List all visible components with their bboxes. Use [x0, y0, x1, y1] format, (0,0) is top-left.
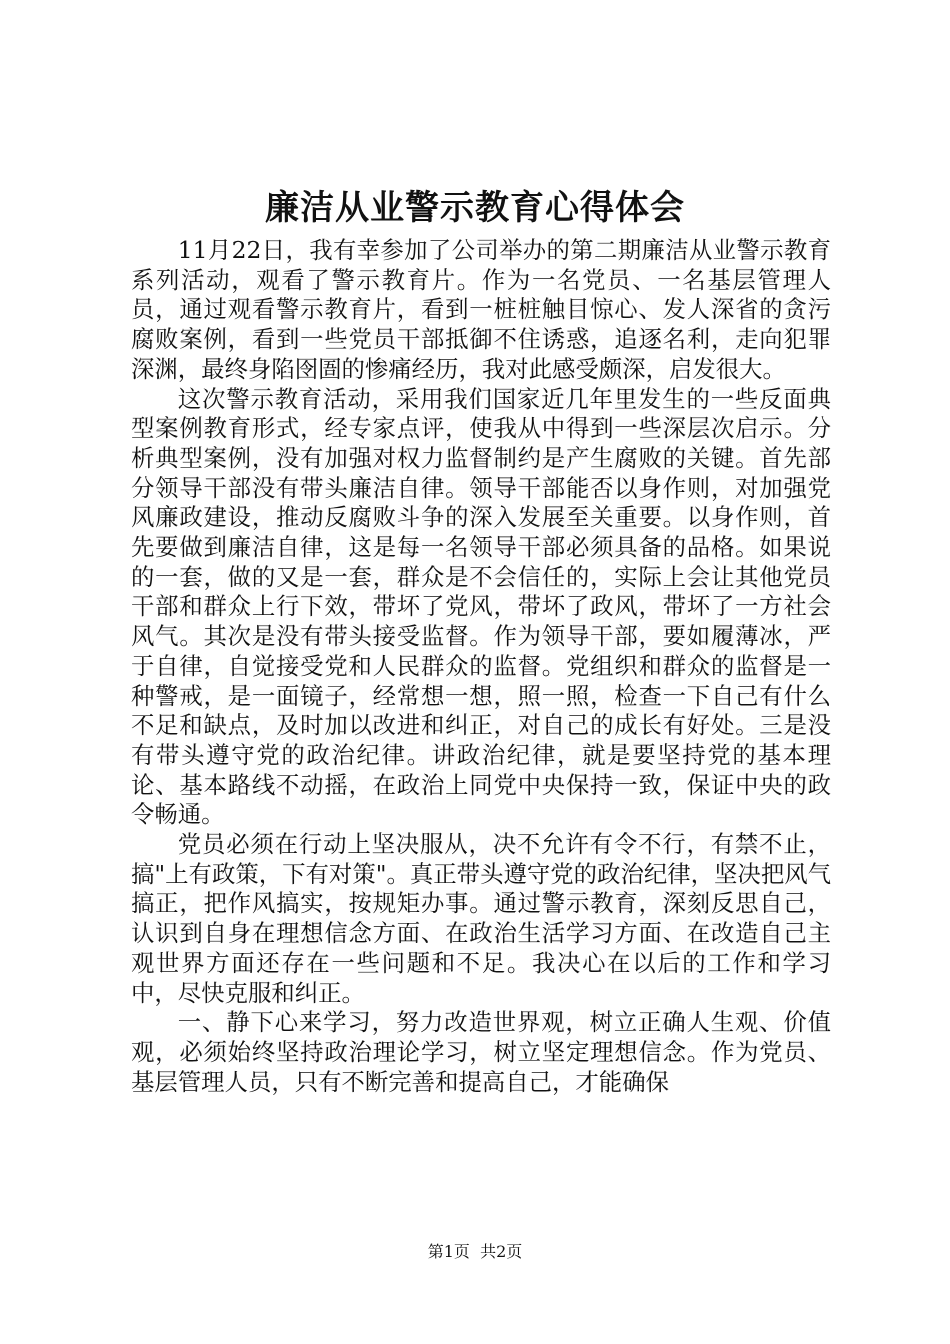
page-total: 共2页 [480, 1242, 523, 1261]
paragraph: 11月22日，我有幸参加了公司举办的第二期廉洁从业警示教育系列活动，观看了警示教育片。作为一名党员、一名基层管理人员，通过观看警示教育片，看到一桩桩触目惊心、发人深省的贪污腐败案例，看到一些党员干部抵御不住诱惑，追逐名利，走向犯罪深渊，最终身陷囹圄的惨痛经历，我对此感受颇深，启发很大。 [131, 236, 831, 383]
paragraph: 这次警示教育活动，采用我们国家近几年里发生的一些反面典型案例教育形式，经专家点评，使我从中得到一些深层次启示。分析典型案例，没有加强对权力监督制约是产生腐败的关键。首先部分领导干部没有带头廉洁自律。领导干部能否以身作则，对加强党风廉政建设，推动反腐败斗争的深入发展至关重要。以身作则，首先要做到廉洁自律，这是每一名领导干部必须具备的品格。如果说的一套，做的又是一套，群众是不会信任的，实际上会让其他党员干部和群众上行下效，带坏了党风，带坏了政风，带坏了一方社会风气。其次是没有带头接受监督。作为领导干部，要如履薄冰，严于自律，自觉接受党和人民群众的监督。党组织和群众的监督是一种警戒，是一面镜子，经常想一想，照一照，检查一下自己有什么不足和缺点，及时加以改进和纠正，对自己的成长有好处。三是没有带头遵守党的政治纪律。讲政治纪律，就是要坚持党的基本理论、基本路线不动摇，在政治上同党中央保持一致，保证中央的政令畅通。 [131, 384, 831, 829]
paragraph: 一、静下心来学习，努力改造世界观，树立正确人生观、价值观，必须始终坚持政治理论学习，树立坚定理想信念。作为党员、基层管理人员，只有不断完善和提高自己，才能确保 [131, 1008, 831, 1096]
page-footer [0, 1242, 950, 1262]
document-body [131, 236, 831, 1097]
paragraph: 党员必须在行动上坚决服从，决不允许有令不行，有禁不止，搞"上有政策，下有对策"。真正带头遵守党的政治纪律，坚决把风气搞正，把作风搞实，按规矩办事。通过警示教育，深刻反思自己，认识到自身在理想信念方面、在政治生活学习方面、在改造自己主观世界方面还存在一些问题和不足。我决心在以后的工作和学习中，尽快克服和纠正。 [131, 830, 831, 1007]
page-number: 第1页 [427, 1242, 470, 1261]
document-title: 廉洁从业警示教育心得体会 [265, 188, 685, 228]
